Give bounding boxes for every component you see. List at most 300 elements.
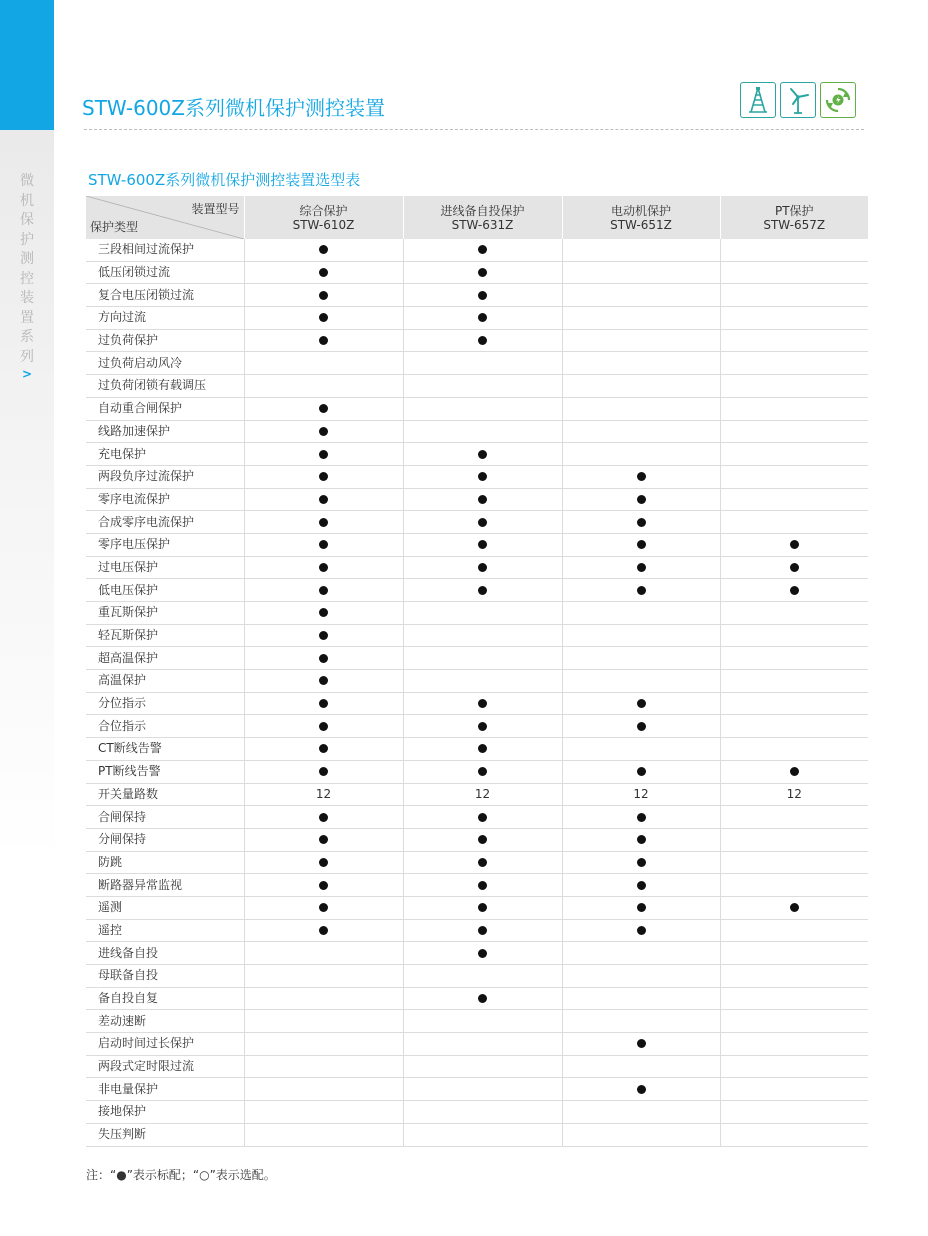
table-cell xyxy=(562,828,720,851)
table-cell xyxy=(244,1055,403,1078)
protection-type-cell: 开关量路数 xyxy=(86,783,244,806)
sidebar-arrow-icon[interactable]: > xyxy=(21,367,33,381)
table-cell xyxy=(720,624,868,647)
table-row xyxy=(86,919,868,942)
table-cell xyxy=(244,965,403,988)
table-row xyxy=(86,352,868,375)
column-name: 电动机保护 xyxy=(610,203,671,218)
table-cell xyxy=(403,261,562,284)
table-cell xyxy=(403,443,562,466)
protection-type-cell: 自动重合闸保护 xyxy=(86,397,244,420)
table-cell xyxy=(720,443,868,466)
table-cell xyxy=(720,465,868,488)
standard-dot-icon xyxy=(319,313,328,322)
table-cell xyxy=(244,715,403,738)
protection-type-cell: 两段负序过流保护 xyxy=(86,465,244,488)
protection-type-cell: 失压判断 xyxy=(86,1123,244,1146)
table-cell xyxy=(562,579,720,602)
table-cell xyxy=(562,556,720,579)
table-cell xyxy=(244,851,403,874)
table-cell xyxy=(720,1010,868,1033)
protection-type-cell: 零序电压保护 xyxy=(86,533,244,556)
table-cell xyxy=(244,647,403,670)
table-cell xyxy=(562,624,720,647)
table-cell xyxy=(403,1055,562,1078)
standard-dot-icon xyxy=(319,903,328,912)
table-cell xyxy=(244,942,403,965)
table-cell xyxy=(562,284,720,307)
protection-type-cell: 过负荷启动风冷 xyxy=(86,352,244,375)
protection-type-cell: 充电保护 xyxy=(86,443,244,466)
sidebar-char: 保 xyxy=(20,212,34,228)
protection-type-cell: 过负荷保护 xyxy=(86,329,244,352)
table-row xyxy=(86,624,868,647)
table-cell xyxy=(403,783,562,806)
standard-dot-icon xyxy=(637,563,646,572)
standard-dot-icon xyxy=(478,699,487,708)
sidebar-char: 系 xyxy=(20,329,34,345)
table-cell xyxy=(720,1123,868,1146)
cell-value: 12 xyxy=(633,786,649,801)
standard-dot-icon xyxy=(319,268,328,277)
standard-dot-icon xyxy=(637,540,646,549)
standard-dot-icon xyxy=(478,450,487,459)
table-cell xyxy=(403,942,562,965)
table-cell xyxy=(403,760,562,783)
table-cell xyxy=(403,579,562,602)
standard-dot-icon xyxy=(790,767,799,776)
protection-type-cell: 分闸保持 xyxy=(86,828,244,851)
table-cell xyxy=(562,919,720,942)
table-cell xyxy=(244,1123,403,1146)
standard-dot-icon xyxy=(319,608,328,617)
table-cell xyxy=(244,239,403,261)
table-cell xyxy=(403,987,562,1010)
table-cell xyxy=(720,284,868,307)
table-cell xyxy=(403,647,562,670)
protection-type-cell: 过负荷闭锁有载调压 xyxy=(86,375,244,398)
table-cell xyxy=(562,261,720,284)
table-cell xyxy=(403,874,562,897)
table-row xyxy=(86,284,868,307)
table-cell xyxy=(562,942,720,965)
protection-type-cell: 低电压保护 xyxy=(86,579,244,602)
table-cell xyxy=(244,1033,403,1056)
table-cell xyxy=(720,1078,868,1101)
table-cell xyxy=(403,738,562,761)
standard-dot-icon xyxy=(319,767,328,776)
standard-dot-icon xyxy=(637,903,646,912)
standard-dot-icon xyxy=(637,518,646,527)
table-row xyxy=(86,579,868,602)
table-row xyxy=(86,715,868,738)
table-cell xyxy=(244,670,403,693)
protection-type-cell: 合闸保持 xyxy=(86,806,244,829)
sidebar-char: 装 xyxy=(20,290,34,306)
title-divider xyxy=(84,129,864,130)
standard-dot-icon xyxy=(319,813,328,822)
sidebar-char: 微 xyxy=(20,173,34,189)
table-row xyxy=(86,942,868,965)
table-row xyxy=(86,896,868,919)
table-row xyxy=(86,556,868,579)
table-cell xyxy=(720,261,868,284)
table-cell xyxy=(244,579,403,602)
table-cell xyxy=(720,579,868,602)
protection-type-cell: 非电量保护 xyxy=(86,1078,244,1101)
table-cell xyxy=(562,692,720,715)
table-cell xyxy=(403,1010,562,1033)
table-cell xyxy=(720,329,868,352)
column-model: STW-610Z xyxy=(292,217,355,232)
table-cell xyxy=(403,851,562,874)
table-cell xyxy=(720,647,868,670)
standard-dot-icon xyxy=(478,835,487,844)
table-cell xyxy=(244,488,403,511)
table-cell xyxy=(244,738,403,761)
standard-dot-icon xyxy=(319,563,328,572)
standard-dot-icon xyxy=(319,676,328,685)
column-header xyxy=(720,196,868,239)
sidebar-vertical-title xyxy=(0,172,54,381)
table-row xyxy=(86,1101,868,1124)
table-cell xyxy=(244,329,403,352)
table-cell xyxy=(562,715,720,738)
standard-dot-icon xyxy=(478,767,487,776)
standard-dot-icon xyxy=(319,472,328,481)
table-row xyxy=(86,692,868,715)
standard-dot-icon xyxy=(319,744,328,753)
table-header-row xyxy=(86,196,868,239)
column-model: STW-657Z xyxy=(763,217,826,232)
table-row xyxy=(86,806,868,829)
table-cell xyxy=(562,443,720,466)
table-cell xyxy=(720,715,868,738)
table-row xyxy=(86,987,868,1010)
sidebar-char: 测 xyxy=(20,251,34,267)
standard-dot-icon xyxy=(478,813,487,822)
table-cell xyxy=(562,896,720,919)
table-cell xyxy=(562,874,720,897)
table-cell xyxy=(720,488,868,511)
table-cell xyxy=(562,1123,720,1146)
table-cell xyxy=(720,828,868,851)
table-cell xyxy=(403,692,562,715)
table-cell xyxy=(562,760,720,783)
table-cell xyxy=(403,806,562,829)
table-cell xyxy=(244,533,403,556)
protection-type-cell: 零序电流保护 xyxy=(86,488,244,511)
table-cell xyxy=(720,738,868,761)
standard-dot-icon xyxy=(319,631,328,640)
table-cell xyxy=(244,284,403,307)
standard-dot-icon xyxy=(637,495,646,504)
sidebar-char: 控 xyxy=(20,270,34,287)
table-row xyxy=(86,1033,868,1056)
standard-dot-icon xyxy=(319,427,328,436)
table-cell xyxy=(720,1033,868,1056)
table-cell xyxy=(720,760,868,783)
table-cell xyxy=(244,828,403,851)
table-cell xyxy=(720,942,868,965)
table-cell xyxy=(403,511,562,534)
table-cell xyxy=(562,965,720,988)
protection-type-cell: 三段相间过流保护 xyxy=(86,239,244,261)
table-row xyxy=(86,874,868,897)
table-cell xyxy=(720,806,868,829)
protection-type-cell: 差动速断 xyxy=(86,1010,244,1033)
standard-dot-icon xyxy=(478,722,487,731)
table-cell xyxy=(244,806,403,829)
standard-dot-icon xyxy=(319,926,328,935)
table-cell xyxy=(562,375,720,398)
table-cell xyxy=(720,874,868,897)
table-cell xyxy=(720,692,868,715)
standard-dot-icon xyxy=(319,835,328,844)
standard-dot-icon xyxy=(319,245,328,254)
table-row xyxy=(86,307,868,330)
table-cell xyxy=(403,1123,562,1146)
table-cell xyxy=(244,397,403,420)
table-cell xyxy=(403,828,562,851)
table-cell xyxy=(403,329,562,352)
table-cell xyxy=(244,624,403,647)
protection-type-cell: 轻瓦斯保护 xyxy=(86,624,244,647)
table-cell xyxy=(720,307,868,330)
standard-dot-icon xyxy=(319,404,328,413)
table-cell xyxy=(720,965,868,988)
column-model: STW-651Z xyxy=(610,217,672,232)
standard-dot-icon xyxy=(478,586,487,595)
standard-dot-icon xyxy=(637,767,646,776)
column-header xyxy=(244,196,403,239)
protection-type-cell: 分位指示 xyxy=(86,692,244,715)
table-row xyxy=(86,443,868,466)
standard-dot-icon xyxy=(319,336,328,345)
table-cell xyxy=(562,987,720,1010)
table-row xyxy=(86,760,868,783)
cell-value: 12 xyxy=(474,786,491,801)
column-header xyxy=(403,196,562,239)
standard-dot-icon xyxy=(478,903,487,912)
table-cell xyxy=(720,919,868,942)
table-cell xyxy=(720,397,868,420)
table-cell xyxy=(720,783,868,806)
table-row xyxy=(86,602,868,625)
table-cell xyxy=(244,511,403,534)
standard-dot-icon xyxy=(478,563,487,572)
cell-value: 12 xyxy=(315,786,332,801)
table-cell xyxy=(244,556,403,579)
sidebar-accent-block xyxy=(0,0,54,130)
table-row xyxy=(86,261,868,284)
table-cell xyxy=(562,239,720,261)
table-cell xyxy=(562,602,720,625)
table-cell xyxy=(720,511,868,534)
footnote: 注：“●”表示标配；“○”表示选配。 xyxy=(86,1168,276,1182)
table-row xyxy=(86,465,868,488)
standard-dot-icon xyxy=(478,926,487,935)
table-cell xyxy=(403,465,562,488)
table-cell xyxy=(562,738,720,761)
table-cell xyxy=(562,511,720,534)
protection-type-cell: 进线备自投 xyxy=(86,942,244,965)
protection-type-cell: 接地保护 xyxy=(86,1101,244,1124)
table-cell xyxy=(403,352,562,375)
table-row xyxy=(86,647,868,670)
protection-type-cell: 遥测 xyxy=(86,896,244,919)
table-cell xyxy=(720,987,868,1010)
protection-type-cell: 备自投自复 xyxy=(86,987,244,1010)
protection-type-cell: 过电压保护 xyxy=(86,556,244,579)
table-cell xyxy=(720,602,868,625)
table-cell xyxy=(720,420,868,443)
protection-type-cell: 超高温保护 xyxy=(86,647,244,670)
table-row xyxy=(86,488,868,511)
table-cell xyxy=(403,375,562,398)
table-cell xyxy=(720,239,868,261)
table-cell xyxy=(403,715,562,738)
protection-type-cell: 母联备自投 xyxy=(86,965,244,988)
table-row xyxy=(86,965,868,988)
table-cell xyxy=(403,307,562,330)
protection-type-cell: CT断线告警 xyxy=(86,738,244,761)
table-cell xyxy=(720,1101,868,1124)
table-cell xyxy=(244,420,403,443)
table-cell xyxy=(562,806,720,829)
table-cell xyxy=(562,1055,720,1078)
column-name: 综合保护 xyxy=(299,203,348,218)
table-cell xyxy=(244,919,403,942)
table-row xyxy=(86,1055,868,1078)
table-cell xyxy=(562,1078,720,1101)
table-row xyxy=(86,375,868,398)
sidebar-char: 置 xyxy=(20,309,34,326)
standard-dot-icon xyxy=(319,291,328,300)
table-cell xyxy=(244,352,403,375)
table-cell xyxy=(562,1101,720,1124)
standard-dot-icon xyxy=(478,518,487,527)
table-cell xyxy=(403,488,562,511)
standard-dot-icon xyxy=(478,495,487,504)
standard-dot-icon xyxy=(637,699,646,708)
table-row xyxy=(86,670,868,693)
column-name: PT保护 xyxy=(774,203,814,218)
table-cell xyxy=(244,987,403,1010)
protection-type-cell: 重瓦斯保护 xyxy=(86,602,244,625)
standard-dot-icon xyxy=(478,994,487,1003)
table-row xyxy=(86,329,868,352)
standard-dot-icon xyxy=(790,586,799,595)
table-row xyxy=(86,851,868,874)
table-cell xyxy=(403,1033,562,1056)
table-cell xyxy=(403,919,562,942)
protection-type-cell: 高温保护 xyxy=(86,670,244,693)
table-cell xyxy=(403,965,562,988)
table-cell xyxy=(720,670,868,693)
protection-type-cell: 方向过流 xyxy=(86,307,244,330)
protection-type-cell: 遥控 xyxy=(86,919,244,942)
table-cell xyxy=(403,896,562,919)
table-cell xyxy=(562,329,720,352)
table-cell xyxy=(562,647,720,670)
cell-value: 12 xyxy=(786,786,802,801)
table-row xyxy=(86,397,868,420)
standard-dot-icon xyxy=(637,835,646,844)
standard-dot-icon xyxy=(478,291,487,300)
standard-dot-icon xyxy=(637,722,646,731)
standard-dot-icon xyxy=(319,858,328,867)
table-cell xyxy=(720,896,868,919)
table-cell xyxy=(562,783,720,806)
protection-type-cell: 启动时间过长保护 xyxy=(86,1033,244,1056)
table-cell xyxy=(244,465,403,488)
corner-label-device-model: 装置型号 xyxy=(191,202,240,216)
protection-type-cell: 复合电压闭锁过流 xyxy=(86,284,244,307)
table-cell xyxy=(403,239,562,261)
section-title: STW-600Z系列微机保护测控装置选型表 xyxy=(88,171,361,189)
table-cell xyxy=(562,307,720,330)
standard-dot-icon xyxy=(319,586,328,595)
recycle-power-icon xyxy=(820,82,856,118)
table-cell xyxy=(403,420,562,443)
table-cell xyxy=(403,602,562,625)
standard-dot-icon xyxy=(790,540,799,549)
table-cell xyxy=(403,1101,562,1124)
table-cell xyxy=(403,1078,562,1101)
standard-dot-icon xyxy=(478,268,487,277)
table-cell xyxy=(244,1101,403,1124)
standard-dot-icon xyxy=(478,472,487,481)
protection-type-cell: 断路器异常监视 xyxy=(86,874,244,897)
standard-dot-icon xyxy=(790,903,799,912)
oil-derrick-icon xyxy=(740,82,776,118)
standard-dot-icon xyxy=(319,881,328,890)
table-cell xyxy=(244,692,403,715)
table-cell xyxy=(720,1055,868,1078)
table-cell xyxy=(244,602,403,625)
table-row xyxy=(86,239,868,261)
standard-dot-icon xyxy=(319,518,328,527)
table-row xyxy=(86,1078,868,1101)
table-cell xyxy=(244,760,403,783)
table-cell xyxy=(403,284,562,307)
standard-dot-icon xyxy=(637,858,646,867)
table-cell xyxy=(562,1010,720,1033)
column-header xyxy=(562,196,720,239)
standard-dot-icon xyxy=(637,586,646,595)
page-title: STW-600Z系列微机保护测控装置 xyxy=(82,96,385,120)
table-cell xyxy=(562,1033,720,1056)
table-row xyxy=(86,783,868,806)
standard-dot-icon xyxy=(637,1039,646,1048)
table-row xyxy=(86,828,868,851)
table-cell xyxy=(562,352,720,375)
protection-type-cell: 合成零序电流保护 xyxy=(86,511,244,534)
sidebar-char: 机 xyxy=(20,192,34,209)
standard-dot-icon xyxy=(319,450,328,459)
table-cell xyxy=(244,1010,403,1033)
table-cell xyxy=(720,352,868,375)
table-cell xyxy=(562,397,720,420)
table-cell xyxy=(244,307,403,330)
standard-dot-icon xyxy=(319,540,328,549)
standard-dot-icon xyxy=(478,949,487,958)
table-row xyxy=(86,533,868,556)
standard-dot-icon xyxy=(478,313,487,322)
table-corner-cell xyxy=(86,196,244,239)
standard-dot-icon xyxy=(637,813,646,822)
